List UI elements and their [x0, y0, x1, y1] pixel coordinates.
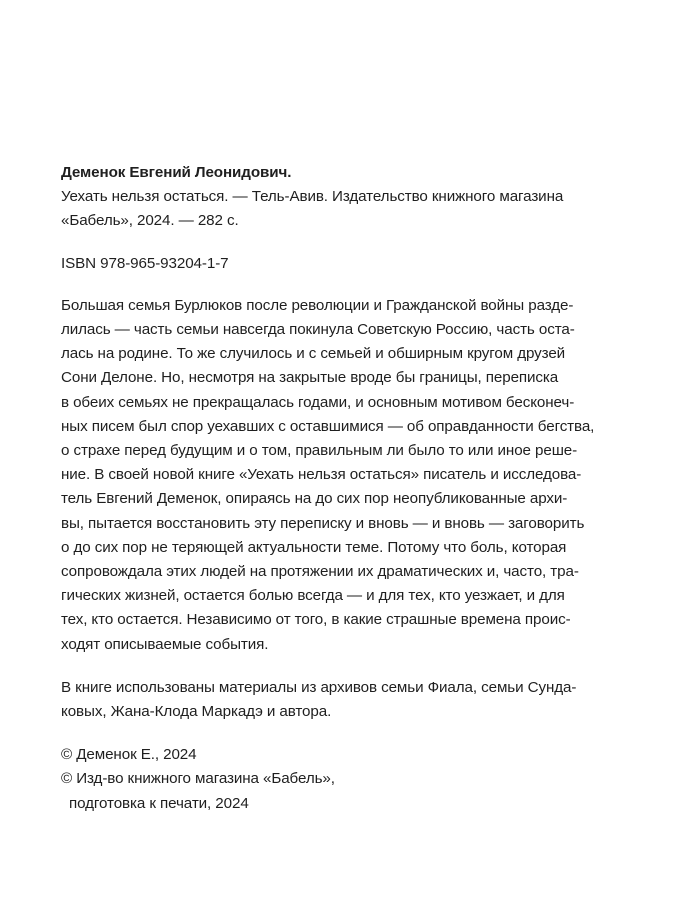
annotation-line: лась на родине. То же случилось и с семьей и обширным кругом друзей: [61, 345, 566, 363]
author-name: Деменок Евгений Леонидович.: [61, 164, 292, 181]
materials-note: [61, 676, 636, 724]
bibliographic-record: [61, 161, 636, 234]
copyright-page: [61, 161, 636, 816]
bibliographic-line: «Бабель», 2024. — 282 с.: [61, 212, 239, 230]
annotation-line: Большая семья Бурлюков после революции и Гражданской войны разде-: [61, 296, 574, 314]
copyright-notice: [61, 743, 636, 816]
annotation-line: Сони Делоне. Но, несмотря на закрытые вроде бы границы, переписка: [61, 369, 559, 387]
copyright-line: подготовка к печати, 2024: [69, 794, 249, 812]
annotation-line: тех, кто остается. Независимо от того, в какие страшные времена проис-: [61, 611, 571, 629]
bibliographic-line: Уехать нельзя остаться. — Тель-Авив. Издательство книжного магазина: [61, 188, 564, 206]
annotation-line: ние. В своей новой книге «Уехать нельзя остаться» писатель и исследова-: [61, 466, 582, 484]
annotation-line: сопровождала этих людей на протяжении их драматических и, часто, тра-: [61, 563, 579, 581]
copyright-line: © Изд-во книжного магазина «Бабель»,: [61, 770, 335, 788]
isbn-block: [61, 252, 636, 276]
materials-line: В книге использованы материалы из архивов семьи Фиала, семьи Сунда-: [61, 678, 577, 696]
annotation-line: гических жизней, остается болью всегда — и для тех, кто уезжает, и для: [61, 587, 565, 605]
annotation-line: ных писем был спор уехавших с оставшимися — об оправданности бегства,: [61, 417, 595, 435]
annotation-line: тель Евгений Деменок, опираясь на до сих пор неопубликованные архи-: [61, 490, 568, 508]
materials-line: ковых, Жана-Клода Маркадэ и автора.: [61, 703, 332, 721]
isbn-number: ISBN 978-965-93204-1-7: [61, 254, 229, 272]
annotation-line: в обеих семьях не прекращалась годами, и основным мотивом бесконеч-: [61, 393, 575, 411]
annotation: [61, 294, 636, 657]
annotation-line: вы, пытается восстановить эту переписку и вновь — и вновь — заговорить: [61, 514, 585, 532]
copyright-line: © Деменок Е., 2024: [61, 746, 197, 764]
annotation-line: ходят описываемые события.: [61, 635, 269, 653]
annotation-line: о страхе перед будущим и о том, правильным ли было то или иное реше-: [61, 442, 578, 460]
annotation-line: лилась — часть семьи навсегда покинула Советскую Россию, часть оста-: [61, 321, 575, 339]
annotation-line: о до сих пор не теряющей актуальности теме. Потому что боль, которая: [61, 538, 567, 556]
